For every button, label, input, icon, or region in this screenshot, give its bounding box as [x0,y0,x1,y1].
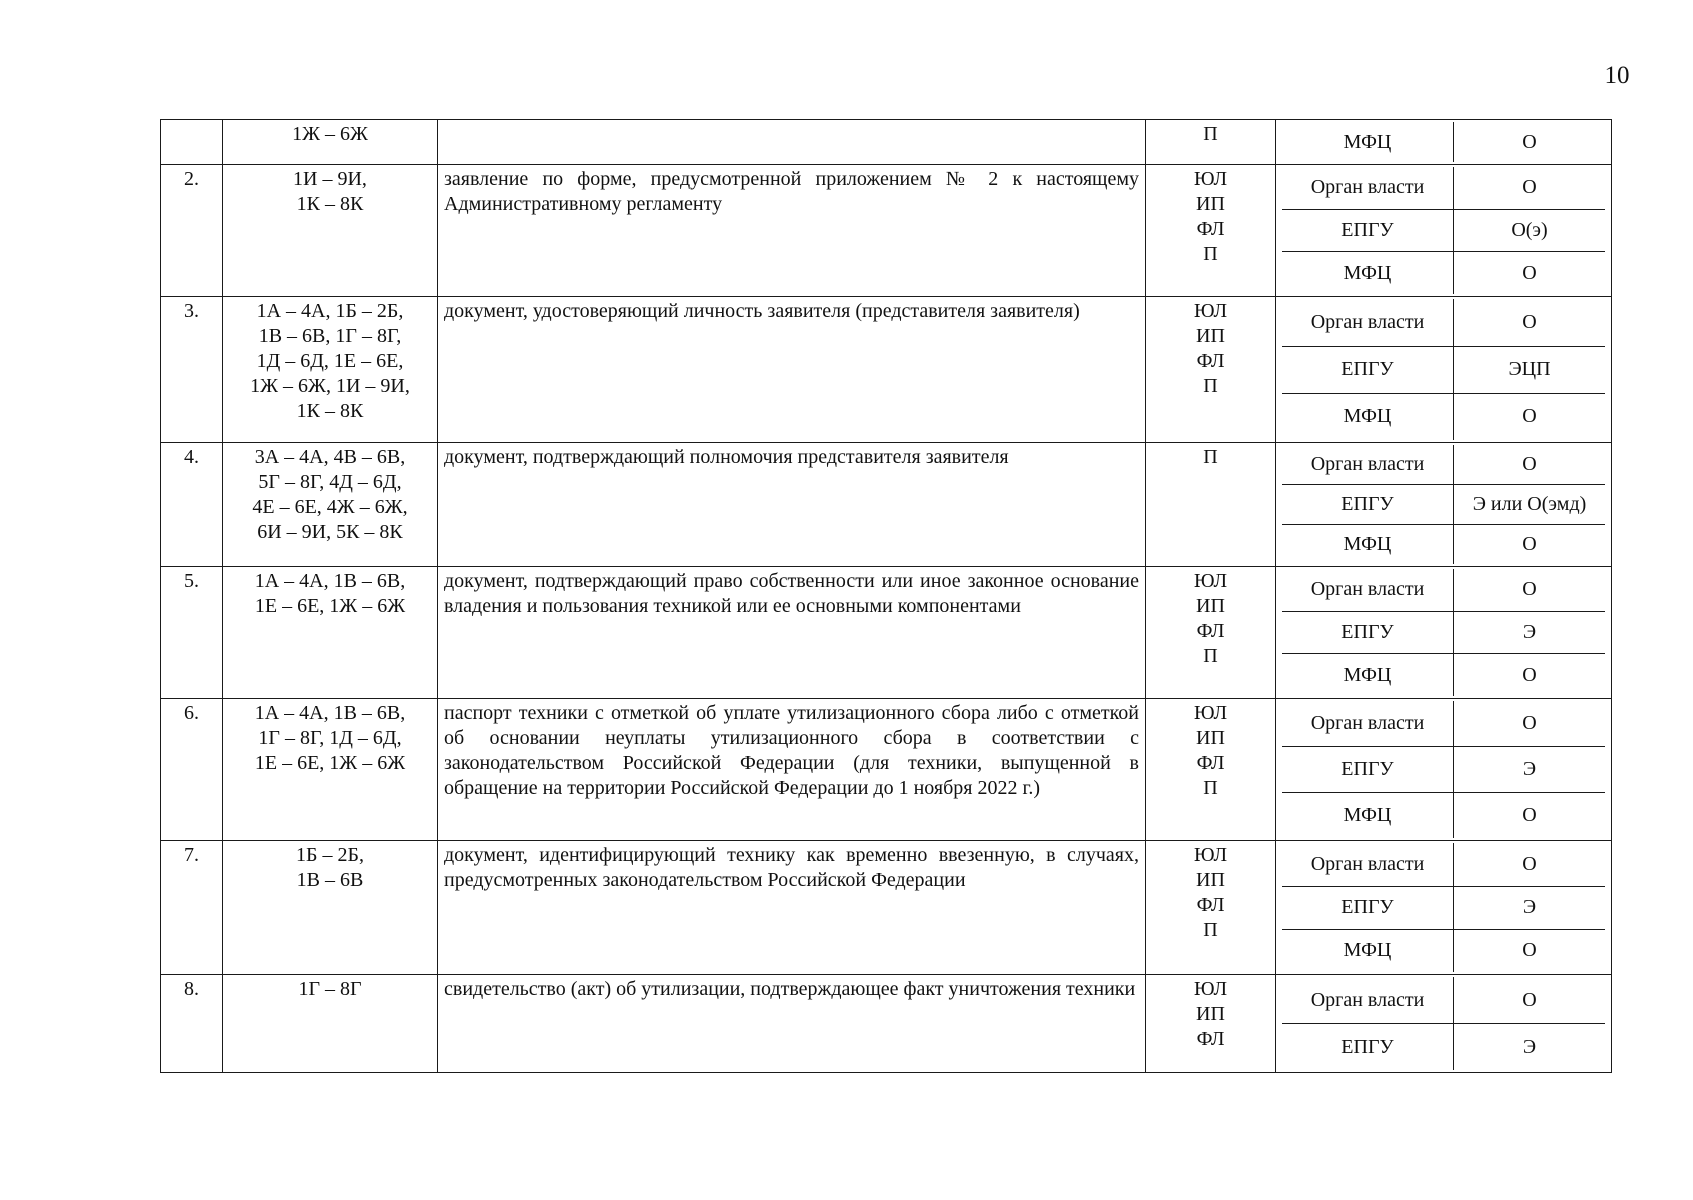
channel-row [1282,701,1605,747]
channel-row [1282,167,1605,209]
channel-form: Э [1454,611,1606,653]
applicant-code-line: 1В – 6В [296,869,364,891]
channel-row [1282,569,1605,611]
channel-name: Орган власти [1282,569,1454,611]
applicant-type: ЮЛ [1193,168,1228,190]
channel-row [1282,792,1605,838]
applicant-type: ФЛ [1196,350,1225,372]
applicant-type: ИП [1196,869,1225,891]
applicant-types-cell [1146,841,1276,975]
table-row [161,297,1612,443]
document-description: паспорт техники с отметкой об уплате утилизационного сбора либо с отметкой об основании неуплаты утилизационного сбора в соответствии с законодательством Российской Федерации (для техники, выпущенной в обращение на территории Российской Федерации до 1 ноября 2022 г.) [438,699,1146,841]
channel-name: МФЦ [1282,654,1454,696]
submission-channels-cell [1276,443,1612,567]
row-number: 2. [161,165,223,297]
applicant-code-line: 1Г – 8Г, 1Д – 6Д, [258,727,402,749]
table-row [161,699,1612,841]
applicant-type: П [1203,919,1218,941]
applicant-types-cell [1146,120,1276,165]
channel-name: Орган власти [1282,299,1454,346]
channel-row [1282,977,1605,1024]
applicant-code-line: 6И – 9И, 5К – 8К [257,521,403,543]
documents-table-body [161,120,1612,1073]
applicant-type: ИП [1196,595,1225,617]
submission-channels-table [1282,445,1605,564]
channel-row [1282,299,1605,346]
applicant-types-cell [1146,297,1276,443]
applicant-code-line: 1И – 9И, [293,168,367,190]
document-description: свидетельство (акт) об утилизации, подтверждающее факт уничтожения техники [438,975,1146,1073]
channel-name: ЕПГУ [1282,346,1454,393]
applicant-code-line: 1В – 6В, 1Г – 8Г, [258,325,402,347]
applicant-type: ФЛ [1196,894,1225,916]
applicant-types-cell [1146,567,1276,699]
channel-row [1282,886,1605,929]
applicant-types-cell [1146,165,1276,297]
channel-form: О [1454,977,1606,1024]
channel-name: Орган власти [1282,701,1454,747]
channel-form: Э или О(эмд) [1454,485,1606,525]
channel-name: ЕПГУ [1282,886,1454,929]
applicant-types-cell [1146,699,1276,841]
submission-channels-table [1282,701,1605,838]
table-row [161,443,1612,567]
applicant-type: ФЛ [1196,620,1225,642]
applicant-code-line: 1Д – 6Д, 1Е – 6Е, [256,350,404,372]
channel-row [1282,346,1605,393]
applicant-type: П [1203,243,1218,265]
applicant-type: ЮЛ [1193,702,1228,724]
channel-row [1282,747,1605,793]
channel-row [1282,929,1605,972]
row-number: 5. [161,567,223,699]
document-description: документ, подтверждающий право собственности или иное законное основание владения и пользования техникой или ее основными компонентами [438,567,1146,699]
applicant-type: ФЛ [1196,752,1225,774]
row-number: 3. [161,297,223,443]
row-number: 4. [161,443,223,567]
row-number [161,120,223,165]
documents-table [160,119,1612,1073]
channel-form: О [1522,405,1537,428]
row-number: 6. [161,699,223,841]
applicant-codes-cell [223,841,438,975]
submission-channels-cell [1276,120,1612,165]
applicant-types-cell [1146,443,1276,567]
channel-form: О [1454,167,1606,209]
applicant-code-line: 1А – 4А, 1В – 6В, [254,702,406,724]
channel-row [1282,485,1605,525]
applicant-type: ЮЛ [1193,570,1228,592]
applicant-code-line: 1А – 4А, 1В – 6В, [254,570,406,592]
applicant-codes-cell [223,120,438,165]
applicant-code-line: 5Г – 8Г, 4Д – 6Д, [258,471,402,493]
table-row [161,975,1612,1073]
submission-channels-table [1282,977,1605,1070]
applicant-type: П [1203,446,1218,468]
applicant-type: ИП [1196,193,1225,215]
channel-form: Э [1522,1035,1537,1058]
channel-name: ЕПГУ [1282,485,1454,525]
submission-channels-table [1282,167,1605,294]
document-description: заявление по форме, предусмотренной приложением № 2 к настоящему Административному регламенту [438,165,1146,297]
channel-name: МФЦ [1282,792,1454,838]
channel-form: О [1454,299,1606,346]
row-number: 7. [161,841,223,975]
submission-channels-cell [1276,975,1612,1073]
applicant-type: ЮЛ [1193,844,1228,866]
channel-form: ЭЦП [1454,346,1606,393]
applicant-code-line: 1К – 8К [296,400,364,422]
table-row [161,567,1612,699]
channel-form: О [1522,663,1537,686]
applicant-code-line: 3А – 4А, 4В – 6В, [254,446,406,468]
applicant-type: П [1203,375,1218,397]
applicant-codes-cell [223,297,438,443]
submission-channels-cell [1276,567,1612,699]
applicant-code-line: 1Е – 6Е, 1Ж – 6Ж [254,752,406,774]
channel-form: О(э) [1454,209,1606,251]
submission-channels-table [1282,299,1605,440]
applicant-types-cell [1146,975,1276,1073]
channel-form: О [1522,939,1537,962]
channel-row [1282,843,1605,886]
channel-name: Орган власти [1282,843,1454,886]
applicant-code-line: 1Е – 6Е, 1Ж – 6Ж [254,595,406,617]
channel-name: ЕПГУ [1282,611,1454,653]
channel-name: Орган власти [1282,977,1454,1024]
applicant-type: ЮЛ [1193,300,1228,322]
channel-row [1282,393,1605,440]
channel-name: Орган власти [1282,445,1454,485]
channel-name: Орган власти [1282,167,1454,209]
channel-row [1282,524,1605,564]
submission-channels-cell [1276,699,1612,841]
applicant-code-line: 4Е – 6Е, 4Ж – 6Ж, [252,496,408,518]
channel-row [1282,209,1605,251]
channel-form: О [1522,532,1537,555]
applicant-type: ФЛ [1196,218,1225,240]
table-row [161,165,1612,297]
channel-form: О [1522,130,1537,153]
applicant-code-line: 1Г – 8Г [298,978,362,1000]
channel-name: МФЦ [1282,122,1454,162]
channel-form: О [1454,843,1606,886]
submission-channels-cell [1276,165,1612,297]
document-description: документ, идентифицирующий технику как временно ввезенную, в случаях, предусмотренных законодательством Российской Федерации [438,841,1146,975]
submission-channels-table [1282,843,1605,972]
row-number: 8. [161,975,223,1073]
channel-form: Э [1454,886,1606,929]
submission-channels-table [1282,569,1605,696]
channel-form: О [1454,445,1606,485]
channel-row [1282,611,1605,653]
table-row [161,841,1612,975]
applicant-codes-cell [223,165,438,297]
channel-name: ЕПГУ [1282,209,1454,251]
applicant-type: П [1203,123,1218,145]
applicant-code-line: 1Ж – 6Ж [292,123,368,145]
applicant-code-line: 1Ж – 6Ж, 1И – 9И, [250,375,410,397]
channel-row [1282,252,1605,294]
table-row [161,120,1612,165]
applicant-type: ИП [1196,727,1225,749]
channel-name: МФЦ [1282,393,1454,440]
applicant-type: ЮЛ [1193,978,1228,1000]
applicant-codes-cell [223,443,438,567]
document-description [438,120,1146,165]
channel-row [1282,445,1605,485]
channel-name: ЕПГУ [1282,1024,1454,1071]
channel-name: МФЦ [1282,252,1454,294]
channel-name: МФЦ [1282,929,1454,972]
submission-channels-cell [1276,841,1612,975]
channel-form: О [1522,803,1537,826]
channel-row [1282,122,1605,162]
applicant-type: ИП [1196,1003,1225,1025]
channel-form: О [1454,569,1606,611]
document-description: документ, подтверждающий полномочия представителя заявителя [438,443,1146,567]
applicant-codes-cell [223,975,438,1073]
page-number: 10 [1604,62,1630,89]
applicant-type: П [1203,777,1218,799]
applicant-type: П [1203,645,1218,667]
channel-name: ЕПГУ [1282,747,1454,793]
applicant-codes-cell [223,699,438,841]
submission-channels-cell [1276,297,1612,443]
channel-row [1282,654,1605,696]
applicant-codes-cell [223,567,438,699]
applicant-code-line: 1А – 4А, 1Б – 2Б, [256,300,404,322]
channel-form: О [1522,261,1537,284]
channel-form: О [1454,701,1606,747]
channel-form: Э [1454,747,1606,793]
applicant-type: ИП [1196,325,1225,347]
submission-channels-table [1282,122,1605,162]
applicant-code-line: 1К – 8К [296,193,364,215]
channel-row [1282,1024,1605,1071]
applicant-type: ФЛ [1196,1028,1225,1050]
channel-name: МФЦ [1282,524,1454,564]
document-description: документ, удостоверяющий личность заявителя (представителя заявителя) [438,297,1146,443]
applicant-code-line: 1Б – 2Б, [296,844,364,866]
